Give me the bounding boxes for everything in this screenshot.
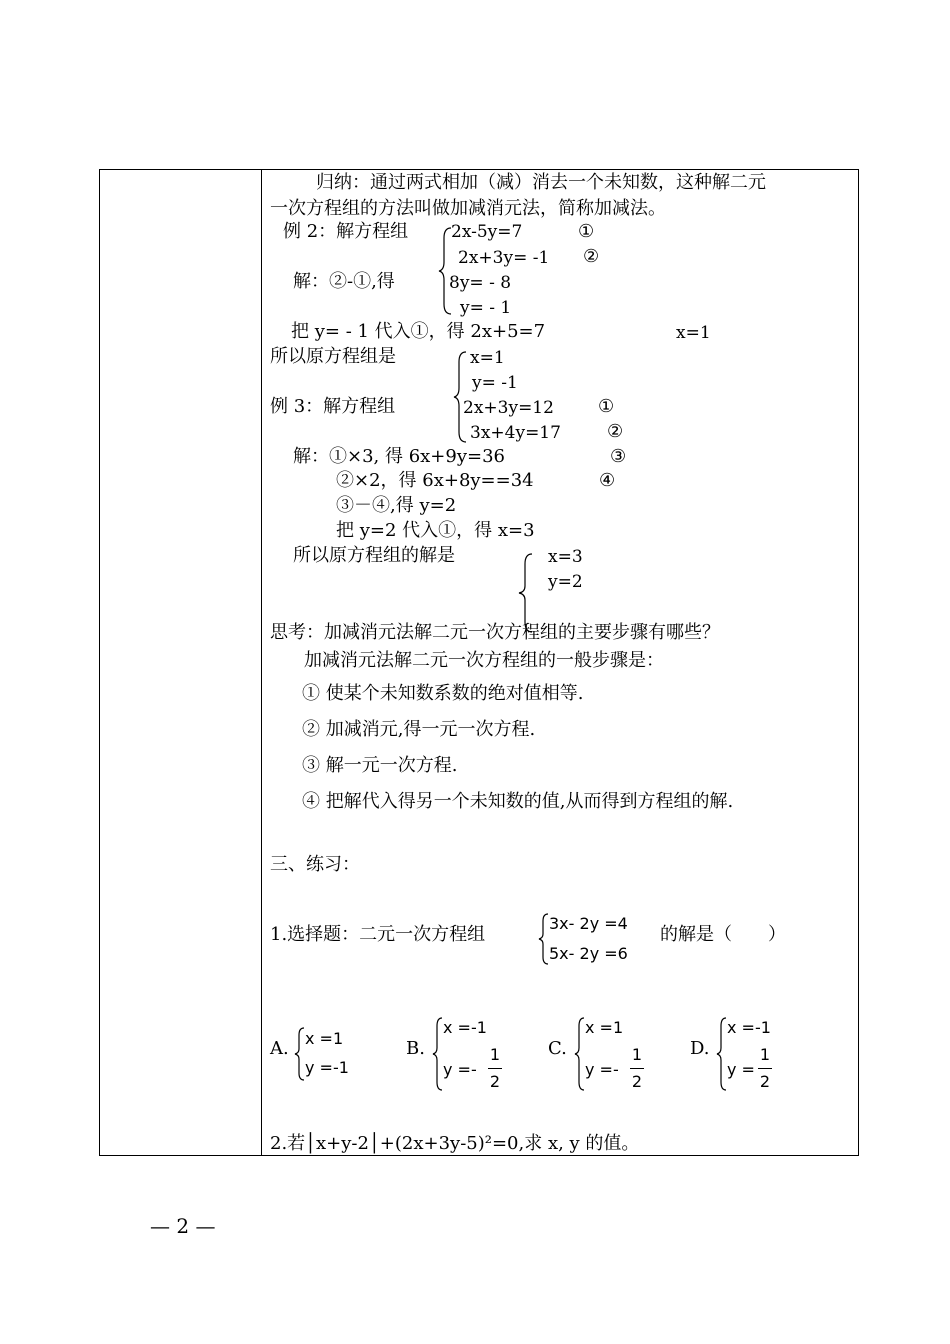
option-c-fraction-bar [630,1068,644,1069]
option-a-y: y =-1 [305,1058,349,1077]
example3-sol-y: y=2 [548,572,583,592]
question1-prefix: 1.选择题：二元一次方程组 [270,924,486,945]
example3-label: 例 3：解方程组 [270,396,396,417]
example3-eq1-mark: ① [598,396,615,417]
option-b-y: y =- [443,1060,477,1079]
example2-eq1-mark: ① [578,221,595,242]
question2: 2.若│x+y-2│+(2x+3y-5)²=0,求 x, y 的值。 [270,1133,640,1154]
thinking-question: 思考：加减消元法解二元一次方程组的主要步骤有哪些？ [270,622,720,643]
question1-suffix: 的解是（ ） [660,924,786,945]
option-d-y: y = [727,1060,755,1079]
option-c-denominator: 2 [631,1072,643,1091]
page-number: — 2 — [150,1214,216,1238]
option-d-denominator: 2 [759,1072,771,1091]
summary-line-1: 归纳：通过两式相加（减）消去一个未知数，这种解二元 [316,172,766,193]
example3-conclusion: 所以原方程组的解是 [293,545,455,566]
option-c-y: y =- [585,1060,619,1079]
example2-eq1: 2x-5y=7 [451,222,523,242]
example2-step1: 8y= - 8 [449,273,512,293]
option-d-label: D. [690,1038,710,1059]
example2-eq2: 2x+3y= -1 [458,248,550,268]
example2-sol-x: x=1 [470,348,505,368]
option-b-fraction-bar [488,1068,502,1069]
step-item-2: ② 加减消元,得一元一次方程. [302,719,536,740]
step-item-4: ④ 把解代入得另一个未知数的值,从而得到方程组的解. [302,791,734,812]
example2-solve: 解：②-①,得 [293,271,395,292]
option-c-numerator: 1 [631,1045,643,1064]
option-b-denominator: 2 [489,1072,501,1091]
example2-label: 例 2：解方程组 [283,221,409,242]
example2-conclusion: 所以原方程组是 [270,346,396,367]
practice-heading: 三、练习： [270,854,360,875]
example2-substitute: 把 y= - 1 代入①，得 2x+5=7 [291,321,546,342]
example3-eq2-mark: ② [607,421,624,442]
option-c-x: x =1 [585,1018,624,1037]
option-a-label: A. [270,1038,289,1059]
question1-eq2: 5x- 2y =6 [549,944,628,963]
option-d-numerator: 1 [759,1045,771,1064]
example3-eq1: 2x+3y=12 [463,398,554,418]
summary-line-2: 一次方程组的方法叫做加减消元法，简称加减法。 [270,198,666,219]
example2-step2: y= - 1 [460,298,512,318]
thinking-intro: 加减消元法解二元一次方程组的一般步骤是： [304,650,664,671]
question1-eq1: 3x- 2y =4 [549,914,628,933]
example3-step2-mark: ④ [599,470,616,491]
option-d-fraction-bar [758,1068,772,1069]
example3-step2: ②×2，得 6x+8y==34 [336,470,534,491]
left-column [100,170,262,1155]
example3-step1-mark: ③ [610,446,627,467]
option-b-numerator: 1 [489,1045,501,1064]
example2-sol-y: y= -1 [472,373,518,393]
option-a-x: x =1 [305,1029,344,1048]
option-c-label: C. [548,1038,567,1059]
example3-sol-x: x=3 [548,547,583,567]
option-b-x: x =-1 [443,1018,487,1037]
example3-step3: ③－④,得 y=2 [336,495,457,516]
example2-x-result: x=1 [676,323,711,343]
example3-eq2: 3x+4y=17 [470,423,561,443]
option-b-label: B. [406,1038,425,1059]
example2-eq2-mark: ② [583,246,600,267]
example3-step4: 把 y=2 代入①，得 x=3 [336,520,535,541]
step-item-3: ③ 解一元一次方程. [302,755,458,776]
step-item-1: ① 使某个未知数系数的绝对值相等. [302,683,584,704]
option-d-x: x =-1 [727,1018,771,1037]
example3-step1: 解：①×3, 得 6x+9y=36 [293,446,505,467]
